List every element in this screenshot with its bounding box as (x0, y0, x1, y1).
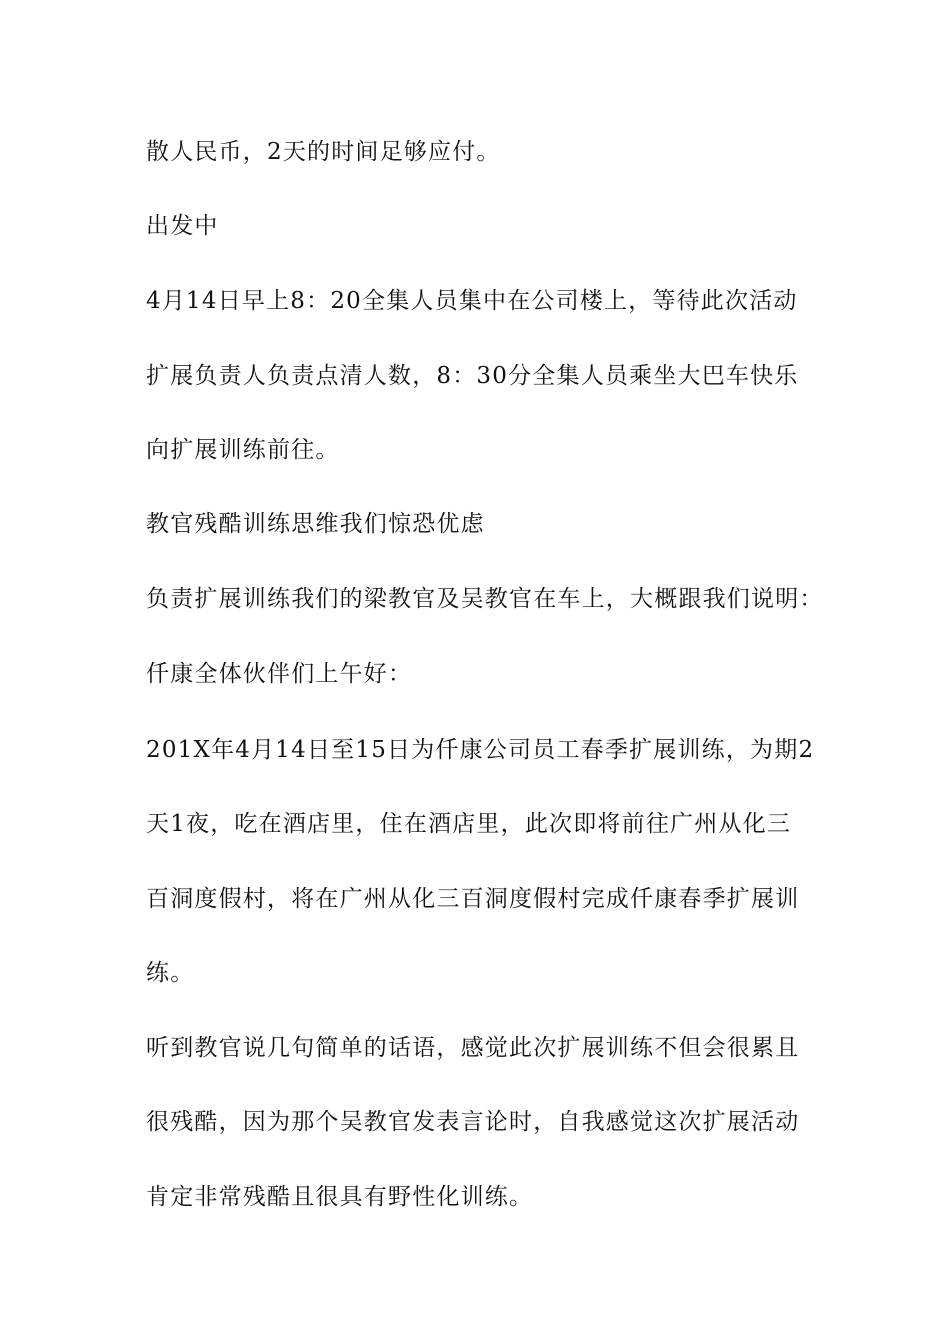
text-line-15: 肯定非常残酷且很具有野性化训练。 (146, 1184, 534, 1210)
text-line-3: 4月14日早上8：20全集人员集中在公司楼上，等待此次活动 (146, 288, 798, 314)
text-line-9: 201X年4月14日至15日为仟康公司员工春季扩展训练，为期2 (146, 737, 815, 763)
text-line-4: 扩展负责人负责点清人数，8：30分全集人员乘坐大巴车快乐 (146, 363, 799, 389)
text-line-11: 百洞度假村，将在广州从化三百洞度假村完成仟康春季扩展训 (146, 886, 800, 912)
text-line-14: 很残酷，因为那个吴教官发表言论时，自我感觉这次扩展活动 (146, 1109, 800, 1135)
text-line-8: 仟康全体伙伴们上午好： (146, 661, 413, 687)
text-line-5: 向扩展训练前往。 (146, 437, 340, 463)
text-line-12: 练。 (146, 960, 195, 986)
text-line-10: 天1夜，吃在酒店里，住在酒店里，此次即将前往广州从化三 (146, 811, 792, 837)
section-heading-departure: 出发中 (146, 213, 219, 239)
text-line-7: 负责扩展训练我们的梁教官及吴教官在车上，大概跟我们说明： (146, 586, 824, 612)
text-line-13: 听到教官说几句简单的话语，感觉此次扩展训练不但会很累且 (146, 1035, 800, 1061)
section-heading-training: 教官残酷训练思维我们惊恐优虑 (146, 511, 485, 537)
text-line-1: 散人民币，2天的时间足够应付。 (146, 139, 501, 165)
